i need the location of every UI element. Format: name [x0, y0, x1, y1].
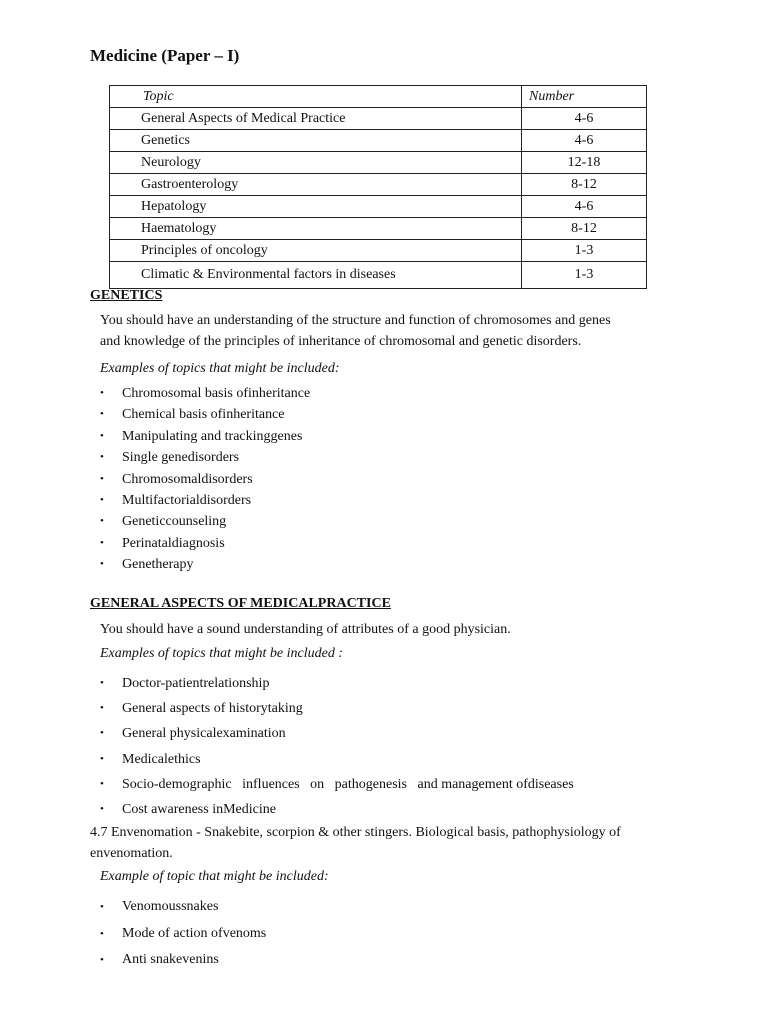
list-item: • Genetherapy [100, 554, 310, 575]
table-header-row [110, 86, 647, 108]
envenomation-line2: envenomation. [90, 846, 173, 861]
number-cell: 8-12 [522, 218, 647, 240]
list-item: • Chromosomal basis ofinheritance [100, 383, 310, 404]
general-aspects-heading: GENERAL ASPECTS OF MEDICALPRACTICE [90, 596, 391, 611]
number-cell: 1-3 [522, 262, 647, 289]
genetics-topic-list [100, 383, 310, 576]
genetics-examples-label: Examples of topics that might be included: [100, 361, 340, 376]
table-row [110, 130, 647, 152]
number-cell: 12-18 [522, 152, 647, 174]
list-item: • Doctor-patientrelationship [100, 671, 574, 696]
envenomation-line1: 4.7 Envenomation - Snakebite, scorpion & other stingers. Biological basis, pathophysiology of [90, 825, 621, 840]
list-item: • Mode of action ofvenoms [100, 921, 266, 948]
list-item: • Venomoussnakes [100, 894, 266, 921]
list-item: • Geneticcounseling [100, 511, 310, 532]
list-item: • Cost awareness inMedicine [100, 797, 574, 822]
list-item: • General aspects of historytaking [100, 696, 574, 721]
envenomation-topic-list [100, 894, 266, 974]
column-header-number: Number [522, 86, 647, 108]
table-row [110, 174, 647, 196]
column-header-topic: Topic [110, 86, 522, 108]
number-cell: 8-12 [522, 174, 647, 196]
list-item: • Chromosomaldisorders [100, 469, 310, 490]
topic-cell: Climatic & Environmental factors in diseases [110, 262, 522, 289]
topic-cell: Genetics [110, 130, 522, 152]
number-cell: 4-6 [522, 108, 647, 130]
list-item: • Single genedisorders [100, 447, 310, 468]
list-item: • Perinataldiagnosis [100, 533, 310, 554]
genetics-intro-line2: and knowledge of the principles of inheritance of chromosomal and genetic disorders. [100, 334, 582, 349]
list-item: • Anti snakevenins [100, 947, 266, 974]
table-row [110, 152, 647, 174]
general-aspects-topic-list [100, 671, 574, 822]
envenomation-examples-label: Example of topic that might be included: [100, 869, 329, 884]
general-aspects-examples-label: Examples of topics that might be included : [100, 646, 344, 661]
topic-cell: Principles of oncology [110, 240, 522, 262]
table-row [110, 262, 647, 289]
list-item: • Medicalethics [100, 747, 574, 772]
topic-cell: Haematology [110, 218, 522, 240]
general-aspects-intro: You should have a sound understanding of attributes of a good physician. [100, 622, 511, 637]
number-cell: 4-6 [522, 196, 647, 218]
table-row [110, 218, 647, 240]
genetics-heading: GENETICS [90, 288, 163, 303]
topic-cell: Hepatology [110, 196, 522, 218]
list-item: • Chemical basis ofinheritance [100, 404, 310, 425]
genetics-intro-line1: You should have an understanding of the structure and function of chromosomes and genes [100, 313, 611, 328]
table-row [110, 196, 647, 218]
topic-table [109, 85, 647, 289]
list-item: • Socio-demographic influences on pathogenesis and management ofdiseases [100, 772, 574, 797]
topic-cell: General Aspects of Medical Practice [110, 108, 522, 130]
list-item: • General physicalexamination [100, 721, 574, 746]
topic-cell: Gastroenterology [110, 174, 522, 196]
table-row [110, 240, 647, 262]
page-title: Medicine (Paper – I) [90, 46, 240, 65]
table-row [110, 108, 647, 130]
topic-cell: Neurology [110, 152, 522, 174]
list-item: • Multifactorialdisorders [100, 490, 310, 511]
list-item: • Manipulating and trackinggenes [100, 426, 310, 447]
number-cell: 4-6 [522, 130, 647, 152]
number-cell: 1-3 [522, 240, 647, 262]
